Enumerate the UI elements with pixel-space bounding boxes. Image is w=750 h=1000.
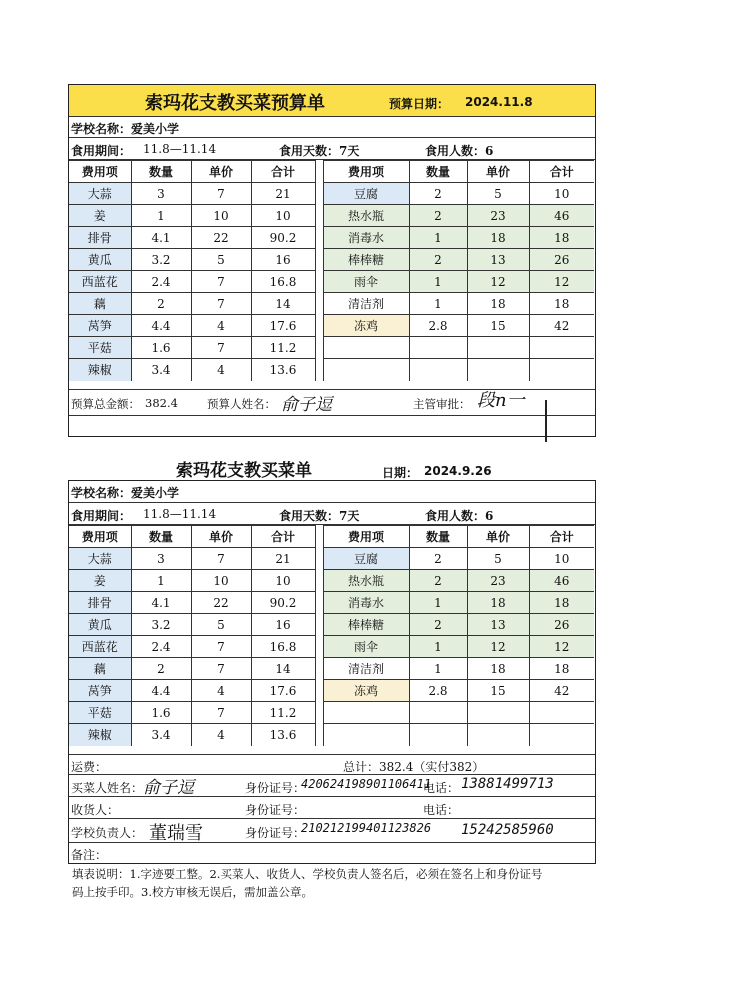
item-value-cell: 7 bbox=[191, 636, 251, 658]
item-value-cell: 17.6 bbox=[251, 680, 315, 702]
item-value-cell: 4.4 bbox=[131, 680, 191, 702]
item-value-cell: 23 bbox=[467, 205, 529, 227]
budget-days: 食用天数：7天 bbox=[279, 144, 360, 158]
shipping-label: 运费： bbox=[71, 760, 108, 774]
item-name-cell: 辣椒 bbox=[69, 359, 131, 381]
budget-approver-signature: 段n一 bbox=[477, 390, 525, 411]
table-row bbox=[69, 548, 594, 570]
buyer-signature: 俞子逗 bbox=[143, 778, 194, 798]
item-value-cell: 1 bbox=[409, 636, 467, 658]
item-value-cell: 13 bbox=[467, 614, 529, 636]
receiver-row bbox=[69, 797, 595, 819]
table-row bbox=[69, 570, 594, 592]
item-value-cell: 4.4 bbox=[131, 315, 191, 337]
item-value-cell: 2.8 bbox=[409, 680, 467, 702]
item-value-cell bbox=[467, 359, 529, 381]
item-value-cell: 3 bbox=[131, 548, 191, 570]
item-value-cell: 14 bbox=[251, 658, 315, 680]
leader-label: 学校负责人： bbox=[71, 826, 144, 840]
item-value-cell: 2.4 bbox=[131, 636, 191, 658]
item-value-cell: 4 bbox=[191, 680, 251, 702]
item-value-cell: 2 bbox=[409, 249, 467, 271]
leader-signature: 董瑞雪 bbox=[149, 823, 203, 844]
item-value-cell: 46 bbox=[529, 570, 594, 592]
item-value-cell: 46 bbox=[529, 205, 594, 227]
item-name-cell: 排骨 bbox=[69, 227, 131, 249]
item-value-cell: 17.6 bbox=[251, 315, 315, 337]
item-value-cell: 5 bbox=[191, 614, 251, 636]
item-value-cell: 10 bbox=[251, 570, 315, 592]
item-value-cell: 10 bbox=[191, 205, 251, 227]
item-value-cell: 21 bbox=[251, 183, 315, 205]
item-value-cell: 18 bbox=[467, 592, 529, 614]
item-value-cell: 18 bbox=[467, 658, 529, 680]
column-gap bbox=[315, 636, 323, 658]
budget-approver-label: 主管审批： bbox=[413, 397, 471, 411]
item-value-cell: 7 bbox=[191, 548, 251, 570]
column-header: 合计 bbox=[529, 526, 594, 548]
item-value-cell: 5 bbox=[467, 548, 529, 570]
column-header: 数量 bbox=[409, 526, 467, 548]
column-header: 费用项 bbox=[69, 526, 131, 548]
item-name-cell: 莴笋 bbox=[69, 315, 131, 337]
item-value-cell: 1.6 bbox=[131, 337, 191, 359]
item-value-cell: 21 bbox=[251, 548, 315, 570]
item-value-cell bbox=[409, 702, 467, 724]
item-value-cell: 11.2 bbox=[251, 702, 315, 724]
buyer-row bbox=[69, 775, 595, 797]
item-value-cell bbox=[467, 337, 529, 359]
budget-form bbox=[68, 84, 596, 437]
item-name-cell: 棒棒糖 bbox=[323, 249, 409, 271]
budget-total-value: 382.4 bbox=[145, 396, 178, 410]
item-name-cell: 大蒜 bbox=[69, 548, 131, 570]
item-name-cell: 清洁剂 bbox=[323, 658, 409, 680]
item-name-cell: 热水瓶 bbox=[323, 205, 409, 227]
item-value-cell bbox=[409, 359, 467, 381]
column-gap bbox=[315, 570, 323, 592]
item-value-cell: 7 bbox=[191, 702, 251, 724]
item-value-cell: 1 bbox=[409, 293, 467, 315]
item-value-cell bbox=[467, 702, 529, 724]
budget-item-table bbox=[69, 160, 595, 390]
item-value-cell: 7 bbox=[191, 183, 251, 205]
buyer-id: 420624198901106411 bbox=[301, 777, 432, 791]
purchase-people: 食用人数：6 bbox=[425, 509, 494, 523]
item-name-cell: 豆腐 bbox=[323, 183, 409, 205]
item-value-cell: 2.8 bbox=[409, 315, 467, 337]
leader-id-label: 身份证号： bbox=[245, 826, 306, 840]
item-name-cell: 热水瓶 bbox=[323, 570, 409, 592]
item-value-cell bbox=[529, 359, 594, 381]
item-name-cell: 莴笋 bbox=[69, 680, 131, 702]
receiver-id-label: 身份证号： bbox=[245, 803, 306, 817]
receiver-phone-label: 电话： bbox=[423, 803, 460, 817]
budget-grid bbox=[69, 160, 594, 381]
table-row bbox=[69, 249, 594, 271]
item-value-cell bbox=[529, 702, 594, 724]
item-value-cell: 12 bbox=[467, 271, 529, 293]
item-value-cell: 16.8 bbox=[251, 271, 315, 293]
item-value-cell: 3 bbox=[131, 183, 191, 205]
item-value-cell: 1 bbox=[409, 592, 467, 614]
item-value-cell: 2 bbox=[409, 205, 467, 227]
column-gap bbox=[315, 293, 323, 315]
table-row bbox=[69, 724, 594, 746]
table-row bbox=[69, 315, 594, 337]
item-name-cell bbox=[323, 724, 409, 746]
item-value-cell: 90.2 bbox=[251, 592, 315, 614]
budget-sign-row bbox=[69, 390, 595, 416]
receiver-label: 收货人： bbox=[71, 803, 120, 817]
column-gap bbox=[315, 526, 323, 548]
column-gap bbox=[315, 315, 323, 337]
item-value-cell: 13.6 bbox=[251, 724, 315, 746]
item-value-cell: 22 bbox=[191, 592, 251, 614]
table-row bbox=[69, 658, 594, 680]
budget-title: 索玛花支教买菜预算单 bbox=[145, 93, 325, 114]
budget-date-value: 2024.11.8 bbox=[465, 95, 533, 109]
buyer-label: 买菜人姓名： bbox=[71, 781, 144, 795]
item-value-cell: 12 bbox=[529, 636, 594, 658]
item-value-cell: 26 bbox=[529, 249, 594, 271]
item-name-cell: 平菇 bbox=[69, 702, 131, 724]
item-value-cell: 10 bbox=[529, 183, 594, 205]
budget-date-label: 预算日期： bbox=[389, 97, 450, 111]
column-gap bbox=[315, 702, 323, 724]
item-value-cell: 2 bbox=[131, 293, 191, 315]
item-value-cell: 5 bbox=[191, 249, 251, 271]
column-gap bbox=[315, 337, 323, 359]
table-row bbox=[69, 614, 594, 636]
budget-school-row bbox=[69, 117, 595, 138]
item-value-cell: 18 bbox=[529, 592, 594, 614]
leader-phone: 15242585960 bbox=[461, 822, 554, 838]
item-value-cell: 23 bbox=[467, 570, 529, 592]
item-value-cell: 15 bbox=[467, 680, 529, 702]
item-value-cell: 10 bbox=[529, 548, 594, 570]
item-value-cell: 1 bbox=[409, 271, 467, 293]
item-value-cell: 4.1 bbox=[131, 227, 191, 249]
budget-total-label: 预算总金额： bbox=[71, 397, 140, 411]
item-value-cell: 18 bbox=[467, 293, 529, 315]
leader-id: 210212199401123826 bbox=[301, 821, 432, 835]
item-value-cell: 18 bbox=[529, 293, 594, 315]
purchase-grid bbox=[69, 525, 594, 746]
purchase-total: 总计：382.4（实付382） bbox=[343, 760, 485, 774]
column-header: 费用项 bbox=[69, 161, 131, 183]
item-value-cell: 18 bbox=[467, 227, 529, 249]
column-gap bbox=[315, 359, 323, 381]
column-header: 数量 bbox=[409, 161, 467, 183]
table-row bbox=[69, 592, 594, 614]
instructions-line-2: 码上按手印。3.校方审核无误后，需加盖公章。 bbox=[72, 885, 313, 899]
item-value-cell: 1.6 bbox=[131, 702, 191, 724]
item-value-cell: 3.2 bbox=[131, 249, 191, 271]
item-value-cell: 3.4 bbox=[131, 724, 191, 746]
item-name-cell: 冻鸡 bbox=[323, 315, 409, 337]
purchase-school: 学校名称：爱美小学 bbox=[71, 486, 180, 500]
column-header: 合计 bbox=[251, 526, 315, 548]
purchase-days: 食用天数：7天 bbox=[279, 509, 360, 523]
item-value-cell: 16.8 bbox=[251, 636, 315, 658]
item-name-cell: 藕 bbox=[69, 658, 131, 680]
item-value-cell: 4 bbox=[191, 315, 251, 337]
leader-row bbox=[69, 819, 595, 843]
item-value-cell: 2.4 bbox=[131, 271, 191, 293]
item-name-cell: 平菇 bbox=[69, 337, 131, 359]
table-row bbox=[69, 205, 594, 227]
item-value-cell: 1 bbox=[409, 227, 467, 249]
item-name-cell: 黄瓜 bbox=[69, 249, 131, 271]
column-header: 合计 bbox=[529, 161, 594, 183]
item-value-cell bbox=[529, 337, 594, 359]
column-gap bbox=[315, 548, 323, 570]
item-name-cell: 藕 bbox=[69, 293, 131, 315]
item-value-cell: 7 bbox=[191, 658, 251, 680]
item-name-cell bbox=[323, 337, 409, 359]
remarks-label: 备注： bbox=[71, 848, 108, 862]
item-value-cell: 1 bbox=[131, 570, 191, 592]
item-value-cell: 14 bbox=[251, 293, 315, 315]
item-name-cell: 西蓝花 bbox=[69, 271, 131, 293]
item-value-cell: 10 bbox=[191, 570, 251, 592]
column-header: 单价 bbox=[191, 161, 251, 183]
column-header: 合计 bbox=[251, 161, 315, 183]
item-value-cell: 7 bbox=[191, 271, 251, 293]
column-gap bbox=[315, 724, 323, 746]
table-row bbox=[69, 183, 594, 205]
item-value-cell: 4 bbox=[191, 359, 251, 381]
table-row bbox=[69, 359, 594, 381]
item-value-cell: 4 bbox=[191, 724, 251, 746]
item-name-cell bbox=[323, 359, 409, 381]
item-value-cell: 13.6 bbox=[251, 359, 315, 381]
table-header-row bbox=[69, 526, 594, 548]
budget-blank-row bbox=[69, 416, 595, 436]
item-value-cell: 3.4 bbox=[131, 359, 191, 381]
remarks-row bbox=[69, 843, 595, 863]
column-gap bbox=[315, 183, 323, 205]
purchase-date-label: 日期： bbox=[382, 466, 419, 480]
item-value-cell: 2 bbox=[409, 548, 467, 570]
budget-school: 学校名称：爱美小学 bbox=[71, 122, 180, 136]
item-name-cell: 棒棒糖 bbox=[323, 614, 409, 636]
purchase-period-value: 11.8—11.14 bbox=[143, 507, 217, 521]
item-name-cell: 雨伞 bbox=[323, 636, 409, 658]
purchase-date-value: 2024.9.26 bbox=[424, 464, 492, 478]
budget-people: 食用人数：6 bbox=[425, 144, 494, 158]
item-value-cell: 3.2 bbox=[131, 614, 191, 636]
table-row bbox=[69, 680, 594, 702]
item-name-cell: 雨伞 bbox=[323, 271, 409, 293]
item-value-cell: 1 bbox=[409, 658, 467, 680]
item-name-cell: 排骨 bbox=[69, 592, 131, 614]
table-row bbox=[69, 636, 594, 658]
column-gap bbox=[315, 680, 323, 702]
item-value-cell: 42 bbox=[529, 680, 594, 702]
purchase-shipping-row bbox=[69, 755, 595, 775]
column-header: 数量 bbox=[131, 161, 191, 183]
item-value-cell: 1 bbox=[131, 205, 191, 227]
column-gap bbox=[315, 227, 323, 249]
item-value-cell: 2 bbox=[131, 658, 191, 680]
purchase-school-row bbox=[69, 481, 595, 503]
item-value-cell: 42 bbox=[529, 315, 594, 337]
item-value-cell: 5 bbox=[467, 183, 529, 205]
item-value-cell: 7 bbox=[191, 293, 251, 315]
budget-title-row bbox=[69, 85, 595, 117]
item-value-cell: 2 bbox=[409, 614, 467, 636]
item-value-cell: 7 bbox=[191, 337, 251, 359]
column-header: 单价 bbox=[191, 526, 251, 548]
item-name-cell: 西蓝花 bbox=[69, 636, 131, 658]
item-value-cell: 22 bbox=[191, 227, 251, 249]
budget-period-label: 食用期间： bbox=[71, 144, 132, 158]
budget-preparer-signature: 俞子逗 bbox=[281, 395, 332, 415]
column-header: 单价 bbox=[467, 161, 529, 183]
column-gap bbox=[315, 592, 323, 614]
item-value-cell bbox=[467, 724, 529, 746]
buyer-id-label: 身份证号： bbox=[245, 781, 306, 795]
item-value-cell: 90.2 bbox=[251, 227, 315, 249]
item-value-cell: 15 bbox=[467, 315, 529, 337]
item-name-cell bbox=[323, 702, 409, 724]
item-name-cell: 辣椒 bbox=[69, 724, 131, 746]
purchase-form bbox=[68, 480, 596, 864]
table-row bbox=[69, 227, 594, 249]
table-header-row bbox=[69, 161, 594, 183]
column-header: 费用项 bbox=[323, 161, 409, 183]
item-name-cell: 清洁剂 bbox=[323, 293, 409, 315]
table-row bbox=[69, 337, 594, 359]
item-name-cell: 消毒水 bbox=[323, 227, 409, 249]
item-value-cell bbox=[529, 724, 594, 746]
item-value-cell: 16 bbox=[251, 614, 315, 636]
item-value-cell: 13 bbox=[467, 249, 529, 271]
column-header: 数量 bbox=[131, 526, 191, 548]
item-value-cell bbox=[409, 724, 467, 746]
column-gap bbox=[315, 614, 323, 636]
budget-preparer-label: 预算人姓名： bbox=[207, 397, 276, 411]
item-value-cell: 12 bbox=[467, 636, 529, 658]
item-name-cell: 豆腐 bbox=[323, 548, 409, 570]
item-value-cell: 10 bbox=[251, 205, 315, 227]
item-name-cell: 消毒水 bbox=[323, 592, 409, 614]
purchase-item-table bbox=[69, 525, 595, 755]
item-value-cell bbox=[409, 337, 467, 359]
column-header: 单价 bbox=[467, 526, 529, 548]
instructions-line-1: 填表说明：1.字迹要工整。2.买菜人、收货人、学校负责人签名后，必须在签名上和身份证号 bbox=[72, 867, 543, 881]
item-value-cell: 12 bbox=[529, 271, 594, 293]
column-gap bbox=[315, 161, 323, 183]
item-value-cell: 2 bbox=[409, 570, 467, 592]
item-value-cell: 18 bbox=[529, 227, 594, 249]
item-name-cell: 姜 bbox=[69, 570, 131, 592]
column-gap bbox=[315, 658, 323, 680]
column-header: 费用项 bbox=[323, 526, 409, 548]
budget-period-row bbox=[69, 138, 595, 160]
purchase-period-label: 食用期间： bbox=[71, 509, 132, 523]
item-name-cell: 大蒜 bbox=[69, 183, 131, 205]
item-value-cell: 2 bbox=[409, 183, 467, 205]
column-gap bbox=[315, 205, 323, 227]
purchase-title: 索玛花支教买菜单 bbox=[176, 461, 312, 481]
column-gap bbox=[315, 271, 323, 293]
item-value-cell: 4.1 bbox=[131, 592, 191, 614]
item-value-cell: 11.2 bbox=[251, 337, 315, 359]
buyer-phone: 13881499713 bbox=[461, 776, 554, 792]
table-row bbox=[69, 702, 594, 724]
item-value-cell: 16 bbox=[251, 249, 315, 271]
table-row bbox=[69, 293, 594, 315]
column-gap bbox=[315, 249, 323, 271]
item-name-cell: 姜 bbox=[69, 205, 131, 227]
table-row bbox=[69, 271, 594, 293]
item-name-cell: 冻鸡 bbox=[323, 680, 409, 702]
item-value-cell: 26 bbox=[529, 614, 594, 636]
budget-period-value: 11.8—11.14 bbox=[143, 142, 217, 156]
purchase-period-row bbox=[69, 503, 595, 525]
approver-signature-stroke bbox=[545, 400, 547, 442]
item-name-cell: 黄瓜 bbox=[69, 614, 131, 636]
item-value-cell: 18 bbox=[529, 658, 594, 680]
buyer-phone-label: 电话： bbox=[423, 781, 460, 795]
